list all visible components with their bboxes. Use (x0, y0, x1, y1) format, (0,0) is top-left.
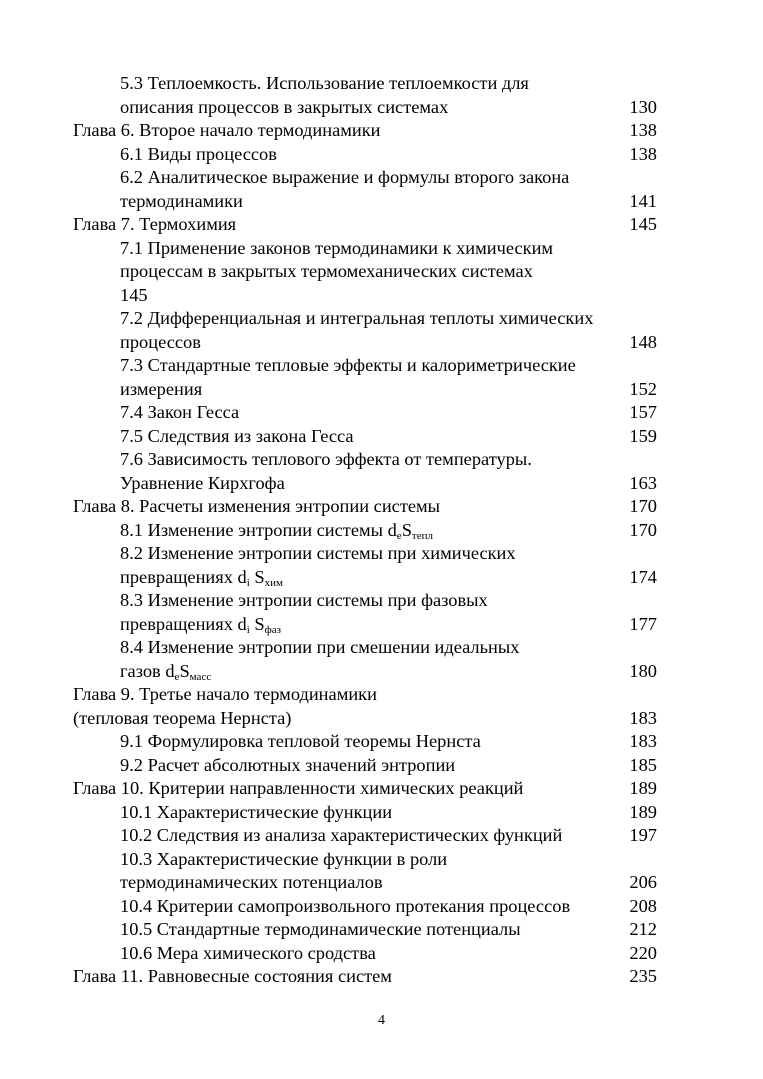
toc-entry-title: измерения (120, 378, 203, 399)
toc-page-number: 220 (629, 942, 657, 963)
subscript: тепл (411, 529, 433, 542)
toc-page-number: 138 (629, 120, 657, 140)
toc-entry-title: 10.4 Критерии самопроизвольного протекания процессов (120, 895, 571, 916)
toc-section-line (0, 331, 763, 355)
toc-section-line (0, 542, 763, 566)
toc-section-line (0, 754, 763, 778)
toc-entry-title: 10.5 Стандартные термодинамические потенциалы (120, 919, 521, 939)
toc-page-number: 174 (629, 566, 657, 587)
toc-section-line (0, 260, 763, 284)
toc-page-number: 130 (629, 96, 657, 117)
toc-entry-title: 5.3 Теплоемкость. Использование теплоемкости для (120, 73, 529, 93)
toc-section-line (0, 472, 763, 496)
toc-section-line (0, 307, 763, 331)
toc-entry-title: 8.1 Изменение энтропии системы $d_eS_{тепл}$ (120, 519, 433, 542)
toc-page-number: 177 (629, 613, 657, 634)
toc-entry-title: 7.3 Стандартные тепловые эффекты и калориметрические (120, 355, 576, 375)
toc-entry-title: 6.1 Виды процессов (120, 143, 277, 164)
toc-entry-title: Глава 9. Третье начало термодинамики (73, 684, 377, 704)
toc-entry-title: термодинамики (120, 190, 243, 211)
toc-page-number: 197 (629, 825, 657, 845)
toc-entry-title: 10.6 Мера химического сродства (120, 942, 376, 963)
toc-page-number: 148 (629, 331, 657, 352)
toc-page-number: 185 (629, 754, 657, 775)
toc-section-line (0, 354, 763, 378)
toc-section-line (0, 425, 763, 449)
toc-section-line (0, 72, 763, 96)
toc-entry-title: 7.2 Дифференциальная и интегральная теплоты химических (120, 308, 594, 328)
toc-entry-title: превращениях $d_i$ $S_{фаз}$ (120, 613, 281, 636)
toc-section-line (0, 190, 763, 214)
toc-entry-title: процессов (120, 331, 201, 352)
toc-section-line (0, 589, 763, 613)
toc-chapter-line (0, 213, 763, 237)
toc-entry-title: Глава 8. Расчеты изменения энтропии системы (73, 496, 441, 516)
toc-entry-title: (тепловая теорема Нернста) (73, 707, 292, 728)
toc-entry-title: 10.1 Характеристические функции (120, 801, 393, 822)
toc-section-line (0, 660, 763, 684)
toc-section-line (0, 401, 763, 425)
toc-section-line (0, 378, 763, 402)
toc-page-number: 189 (629, 778, 657, 798)
toc-entry-title: 9.2 Расчет абсолютных значений энтропии (120, 754, 456, 775)
toc-entry-title: 7.5 Следствия из закона Гесса (120, 425, 354, 446)
toc-chapter-line (0, 495, 763, 519)
subscript: e (174, 670, 180, 683)
toc-entry-title: Уравнение Кирхгофа (120, 472, 285, 493)
toc-page-number: 170 (629, 496, 657, 516)
toc-page-number: 163 (629, 472, 657, 493)
toc-section-line (0, 918, 763, 942)
subscript: масс (189, 670, 212, 683)
toc-page-number: 208 (629, 895, 657, 916)
toc-section-line (0, 895, 763, 919)
toc-entry-title: Глава 6. Второе начало термодинамики (73, 120, 381, 140)
toc-entry-title: 145 (120, 284, 148, 305)
toc-section-line (0, 284, 763, 308)
subscript: i (246, 576, 250, 589)
toc-entry-title: 8.3 Изменение энтропии системы при фазовых (120, 590, 488, 610)
toc-section-line (0, 613, 763, 637)
toc-section-line (0, 448, 763, 472)
toc-entry-title: Глава 10. Критерии направленности химических реакций (73, 778, 524, 798)
toc-entry-title: 8.2 Изменение энтропии системы при химических (120, 543, 516, 563)
toc-entry-title: Глава 7. Термохимия (73, 214, 237, 234)
toc-section-line (0, 566, 763, 590)
toc-page-number: 170 (629, 519, 657, 540)
toc-entry-title: 10.2 Следствия из анализа характеристических функций (120, 825, 563, 845)
toc-section-line (0, 942, 763, 966)
toc-entry-title: процессам в закрытых термомеханических системах (120, 261, 533, 281)
toc-entry-title: 9.1 Формулировка тепловой теоремы Нернста (120, 731, 481, 751)
toc-section-line (0, 519, 763, 543)
toc-chapter-line (0, 777, 763, 801)
toc-entry-title: газов $d_eS_{масс}$ (120, 660, 212, 683)
toc-chapter-line (0, 119, 763, 143)
toc-page-number: 159 (629, 425, 657, 446)
toc-section-line (0, 96, 763, 120)
subscript: e (396, 529, 402, 542)
toc-page-number: 212 (629, 919, 657, 939)
toc-page-number: 152 (629, 378, 657, 399)
toc-entry-title: 6.2 Аналитическое выражение и формулы второго закона (120, 167, 570, 187)
toc-entry-title: термодинамических потенциалов (120, 872, 383, 892)
toc-section-line (0, 166, 763, 190)
toc-entry-title: Глава 11. Равновесные состояния систем (73, 966, 392, 986)
toc-section-line (0, 824, 763, 848)
toc-page-number: 138 (629, 143, 657, 164)
toc-section-line (0, 143, 763, 167)
toc-section-line (0, 801, 763, 825)
table-of-contents (0, 72, 763, 989)
toc-page-number: 235 (629, 966, 657, 986)
toc-page-number: 183 (629, 731, 657, 751)
subscript: хим (264, 576, 283, 589)
toc-entry-title: описания процессов в закрытых системах (120, 96, 449, 117)
toc-page-number: 145 (629, 214, 657, 234)
toc-chapter-line (0, 707, 763, 731)
toc-chapter-line (0, 683, 763, 707)
toc-chapter-line (0, 965, 763, 989)
subscript: i (246, 623, 250, 636)
toc-page-number: 180 (629, 660, 657, 681)
toc-section-line (0, 636, 763, 660)
toc-entry-title: 7.4 Закон Гесса (120, 402, 240, 422)
page-number: 4 (378, 1013, 385, 1028)
toc-section-line (0, 871, 763, 895)
toc-page-number: 189 (629, 801, 657, 822)
toc-entry-title: 10.3 Характеристические функции в роли (120, 848, 448, 869)
toc-section-line (0, 237, 763, 261)
toc-page-number: 157 (629, 402, 657, 422)
toc-entry-title: 7.1 Применение законов термодинамики к химическим (120, 237, 554, 258)
toc-page-number: 141 (629, 190, 657, 211)
toc-entry-title: 8.4 Изменение энтропии при смешении идеальных (120, 637, 520, 657)
toc-entry-title: превращениях $d_i$ $S_{хим}$ (120, 566, 283, 589)
toc-page-number: 206 (629, 872, 657, 892)
subscript: фаз (264, 623, 281, 636)
toc-entry-title: 7.6 Зависимость теплового эффекта от температуры. (120, 449, 532, 469)
toc-page-number: 183 (629, 707, 657, 728)
toc-section-line (0, 730, 763, 754)
toc-section-line (0, 848, 763, 872)
